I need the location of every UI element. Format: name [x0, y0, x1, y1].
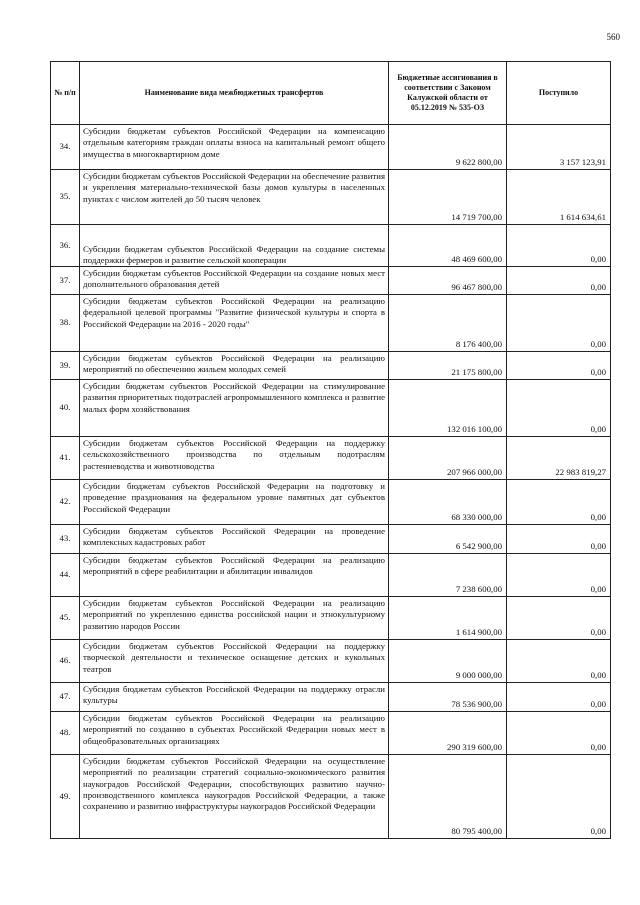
row-number: 34.	[51, 125, 80, 170]
header-budget: Бюджетные ассигнования в соответствии с Законом Калужской области от 05.12.2019 № 535-ОЗ	[389, 62, 507, 125]
header-num: № п/п	[51, 62, 80, 125]
row-received: 0,00	[507, 480, 611, 525]
row-received: 22 983 819,27	[507, 437, 611, 480]
row-name: Субсидия бюджетам субъектов Российской Федерации на поддержку отрасли культуры	[80, 683, 389, 712]
row-number: 46.	[51, 640, 80, 683]
row-name: Субсидии бюджетам субъектов Российской Федерации на реализацию мероприятий по обеспечению жильем молодых семей	[80, 352, 389, 380]
row-budget: 96 467 800,00	[389, 267, 507, 295]
row-budget: 8 176 400,00	[389, 295, 507, 352]
row-number: 37.	[51, 267, 80, 295]
row-number: 47.	[51, 683, 80, 712]
row-received: 0,00	[507, 597, 611, 640]
row-budget: 78 536 900,00	[389, 683, 507, 712]
row-budget: 1 614 900,00	[389, 597, 507, 640]
table-row	[51, 683, 611, 712]
row-received: 0,00	[507, 380, 611, 437]
row-number: 39.	[51, 352, 80, 380]
row-name: Субсидии бюджетам субъектов Российской Федерации на обеспечение развития и укрепления материально-технической базы домов культуры в населенных пунктах с числом жителей до 50 тысяч человек	[80, 170, 389, 225]
row-received: 0,00	[507, 755, 611, 839]
row-received: 0,00	[507, 525, 611, 554]
row-received: 0,00	[507, 712, 611, 755]
row-number: 49.	[51, 755, 80, 839]
table-row	[51, 352, 611, 380]
row-number: 45.	[51, 597, 80, 640]
row-number: 42.	[51, 480, 80, 525]
table-row	[51, 125, 611, 170]
row-budget: 80 795 400,00	[389, 755, 507, 839]
row-budget: 9 622 800,00	[389, 125, 507, 170]
table-row	[51, 640, 611, 683]
row-number: 38.	[51, 295, 80, 352]
table-row	[51, 712, 611, 755]
row-name: Субсидии бюджетам субъектов Российской Федерации на компенсацию отдельным категориям граждан оплаты взноса на капитальный ремонт общего имущества в многоквартирном доме	[80, 125, 389, 170]
table-row	[51, 267, 611, 295]
table-row	[51, 597, 611, 640]
table-header-row	[51, 62, 611, 125]
transfers-table	[50, 61, 611, 839]
table-row	[51, 755, 611, 839]
row-number: 36.	[51, 225, 80, 267]
header-received: Поступило	[507, 62, 611, 125]
row-name: Субсидии бюджетам субъектов Российской Федерации на реализацию федеральной целевой программы "Развитие физической культуры и спорта в Российской Федерации на 2016 - 2020 годы"	[80, 295, 389, 352]
row-budget: 132 016 100,00	[389, 380, 507, 437]
row-number: 43.	[51, 525, 80, 554]
row-received: 0,00	[507, 352, 611, 380]
row-name: Субсидии бюджетам субъектов Российской Федерации на стимулирование развития приоритетных подотраслей агропромышленного комплекса и развитие малых форм хозяйствования	[80, 380, 389, 437]
row-number: 40.	[51, 380, 80, 437]
row-budget: 7 238 600,00	[389, 554, 507, 597]
row-received: 1 614 634,61	[507, 170, 611, 225]
row-name: Субсидии бюджетам субъектов Российской Федерации на реализацию мероприятий по укреплению единства российской нации и этнокультурному развитию народов России	[80, 597, 389, 640]
row-name: Субсидии бюджетам субъектов Российской Федерации на подготовку и проведение празднования на федеральном уровне памятных дат субъектов Российской Федерации	[80, 480, 389, 525]
row-number: 44.	[51, 554, 80, 597]
row-budget: 68 330 000,00	[389, 480, 507, 525]
row-name: Субсидии бюджетам субъектов Российской Федерации на осуществление мероприятий по реализации стратегий социально-экономического развития наукоградов Российской Федерации, способствующих развитию научно-производственного комплекса наукоградов Российской Федерации, а также сохранению и развитию инфраструктуры наукоградов Российской Федерации	[80, 755, 389, 839]
table-row	[51, 380, 611, 437]
row-received: 0,00	[507, 554, 611, 597]
header-name: Наименование вида межбюджетных трансфертов	[80, 62, 389, 125]
row-budget: 21 175 800,00	[389, 352, 507, 380]
row-budget: 9 000 000,00	[389, 640, 507, 683]
row-received: 0,00	[507, 267, 611, 295]
row-received: 0,00	[507, 640, 611, 683]
row-name: Субсидии бюджетам субъектов Российской Федерации на проведение комплексных кадастровых работ	[80, 525, 389, 554]
row-received: 0,00	[507, 295, 611, 352]
row-budget: 290 319 600,00	[389, 712, 507, 755]
table-row	[51, 295, 611, 352]
table-row	[51, 525, 611, 554]
row-received: 3 157 123,91	[507, 125, 611, 170]
row-name: Субсидии бюджетам субъектов Российской Федерации на реализацию мероприятий в сфере реабилитации и абилитации инвалидов	[80, 554, 389, 597]
row-budget: 14 719 700,00	[389, 170, 507, 225]
row-name: Субсидии бюджетам субъектов Российской Федерации на создание новых мест дополнительного образования детей	[80, 267, 389, 295]
table-row	[51, 554, 611, 597]
row-name: Субсидии бюджетам субъектов Российской Федерации на поддержку творческой деятельности и техническое оснащение детских и кукольных театров	[80, 640, 389, 683]
table-row	[51, 480, 611, 525]
page-number: 560	[606, 32, 620, 42]
row-budget: 6 542 900,00	[389, 525, 507, 554]
row-number: 35.	[51, 170, 80, 225]
row-name: Субсидии бюджетам субъектов Российской Федерации на создание системы поддержки фермеров и развитие сельской кооперации	[80, 225, 389, 267]
row-number: 41.	[51, 437, 80, 480]
row-received: 0,00	[507, 225, 611, 267]
table-row	[51, 437, 611, 480]
row-number: 48.	[51, 712, 80, 755]
row-budget: 48 469 600,00	[389, 225, 507, 267]
table-row	[51, 225, 611, 267]
row-name: Субсидии бюджетам субъектов Российской Федерации на реализацию мероприятий по созданию в субъектах Российской Федерации новых мест в общеобразовательных организациях	[80, 712, 389, 755]
row-received: 0,00	[507, 683, 611, 712]
table-row	[51, 170, 611, 225]
row-name: Субсидии бюджетам субъектов Российской Федерации на поддержку сельскохозяйственного производства по отдельным подотраслям растениеводства и животноводства	[80, 437, 389, 480]
row-budget: 207 966 000,00	[389, 437, 507, 480]
